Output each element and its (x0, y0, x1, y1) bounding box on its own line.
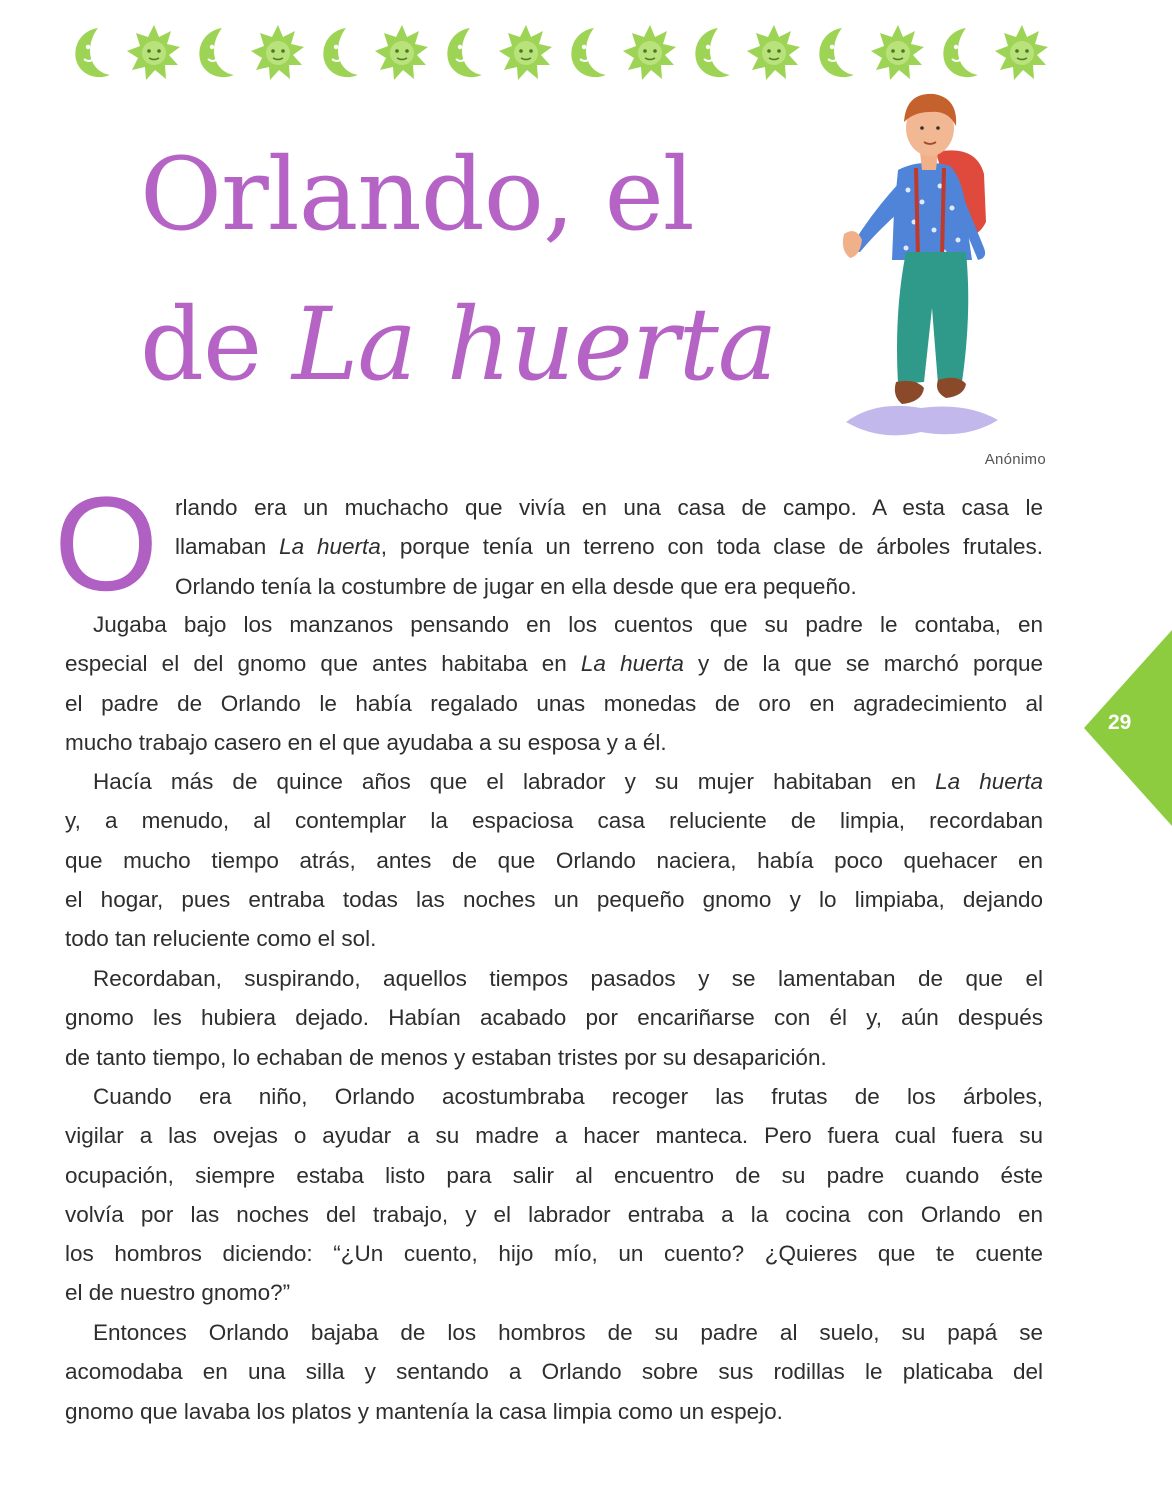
text-line: que mucho tiempo atrás, antes de que Orlando naciera, había poco quehacer en (65, 847, 1043, 873)
moon-icon (186, 23, 246, 83)
paragraph-5 (65, 1077, 1043, 1313)
text-line: rlando era un muchacho que vivía en una casa de campo. A esta casa le (175, 495, 1043, 520)
text-line: Orlando tenía la costumbre de jugar en ella desde que era pequeño. (175, 573, 857, 599)
boy-illustration (826, 82, 1016, 442)
text-italic: La huerta (279, 534, 381, 560)
sun-icon (992, 23, 1052, 83)
page-number: 29 (1108, 711, 1132, 734)
text-line: Entonces Orlando bajaba de los hombros de su padre al suelo, su papá se (93, 1320, 1043, 1345)
sun-icon (124, 23, 184, 83)
sun-icon (868, 23, 928, 83)
moon-icon (310, 23, 370, 83)
text-line: volvía por las noches del trabajo, y el labrador entraba a la cocina con Orlando en (65, 1201, 1043, 1227)
moon-icon (558, 23, 618, 83)
page-title (140, 120, 776, 420)
text-line: el de nuestro gnomo?” (65, 1280, 291, 1306)
text-line: ocupación, siempre estaba listo para salir al encuentro de su padre cuando éste (65, 1162, 1043, 1188)
text-italic: La huerta (935, 769, 1044, 794)
text-line: mucho trabajo casero en el que ayudaba a su esposa y a él. (65, 729, 667, 755)
text-line: acomodaba en una silla y sentando a Orlando sobre sus rodillas le platicaba del (65, 1359, 1043, 1385)
text-line: el hogar, pues entraba todas las noches un pequeño gnomo y lo limpiaba, dejando (65, 886, 1043, 912)
text-line: Cuando era niño, Orlando acostumbraba recoger las frutas de los árboles, (93, 1084, 1043, 1109)
sun-icon (496, 23, 556, 83)
text-line: Jugaba bajo los manzanos pensando en los cuentos que su padre le contaba, en (93, 612, 1043, 637)
author-credit: Anónimo (984, 451, 1046, 468)
drop-cap: O (54, 470, 159, 619)
text-italic: La huerta (580, 651, 684, 677)
text-line (65, 762, 1043, 801)
text-line: vigilar a las ovejas o ayudar a su madre a hacer manteca. Pero fuera cual fuera su (65, 1123, 1043, 1149)
text-run: , porque tenía un terreno con toda clase de árboles frutales. (380, 534, 1043, 560)
text-run: Hacía más de quince años que el labrador y su mujer habitaban en (93, 769, 936, 794)
text-line: y, a menudo, al contemplar la espaciosa casa reluciente de limpia, recordaban (65, 808, 1043, 834)
text-line (65, 644, 1043, 683)
paragraph-3 (65, 762, 1043, 958)
sun-icon (372, 23, 432, 83)
text-run: y de la que se marchó porque (683, 651, 1043, 677)
text-line: Recordaban, suspirando, aquellos tiempos pasados y se lamentaban de que el (93, 966, 1043, 991)
moon-icon (434, 23, 494, 83)
moon-icon (682, 23, 742, 83)
title-line-2 (140, 270, 776, 420)
decorative-border (62, 22, 1052, 84)
text-line: los hombros diciendo: “¿Un cuento, hijo mío, un cuento? ¿Quieres que te cuente (65, 1241, 1043, 1267)
paragraph-6 (65, 1313, 1043, 1431)
moon-icon (62, 23, 122, 83)
sun-icon (248, 23, 308, 83)
text-line: gnomo que lavaba los platos y mantenía la casa limpia como un espejo. (65, 1398, 783, 1424)
moon-icon (806, 23, 866, 83)
text-run: especial el del gnomo que antes habitaba en (65, 651, 581, 677)
paragraph-2 (65, 605, 1043, 762)
text-line (175, 527, 1043, 566)
paragraph-1 (175, 488, 1043, 606)
sun-icon (620, 23, 680, 83)
text-line: gnomo les hubiera dejado. Habían acabado por encariñarse con él y, aún después (65, 1005, 1043, 1031)
moon-icon (930, 23, 990, 83)
sun-icon (744, 23, 804, 83)
title-italic: La huerta (291, 286, 777, 403)
title-line-1: Orlando, el (140, 136, 694, 253)
title-prefix: de (140, 286, 292, 403)
text-line: el padre de Orlando le había regalado unas monedas de oro en agradecimiento al (65, 690, 1043, 716)
text-line: todo tan reluciente como el sol. (65, 926, 377, 952)
text-line: de tanto tiempo, lo echaban de menos y estaban tristes por su desaparición. (65, 1044, 827, 1070)
text-run: llamaban (175, 534, 280, 560)
paragraph-4 (65, 959, 1043, 1077)
